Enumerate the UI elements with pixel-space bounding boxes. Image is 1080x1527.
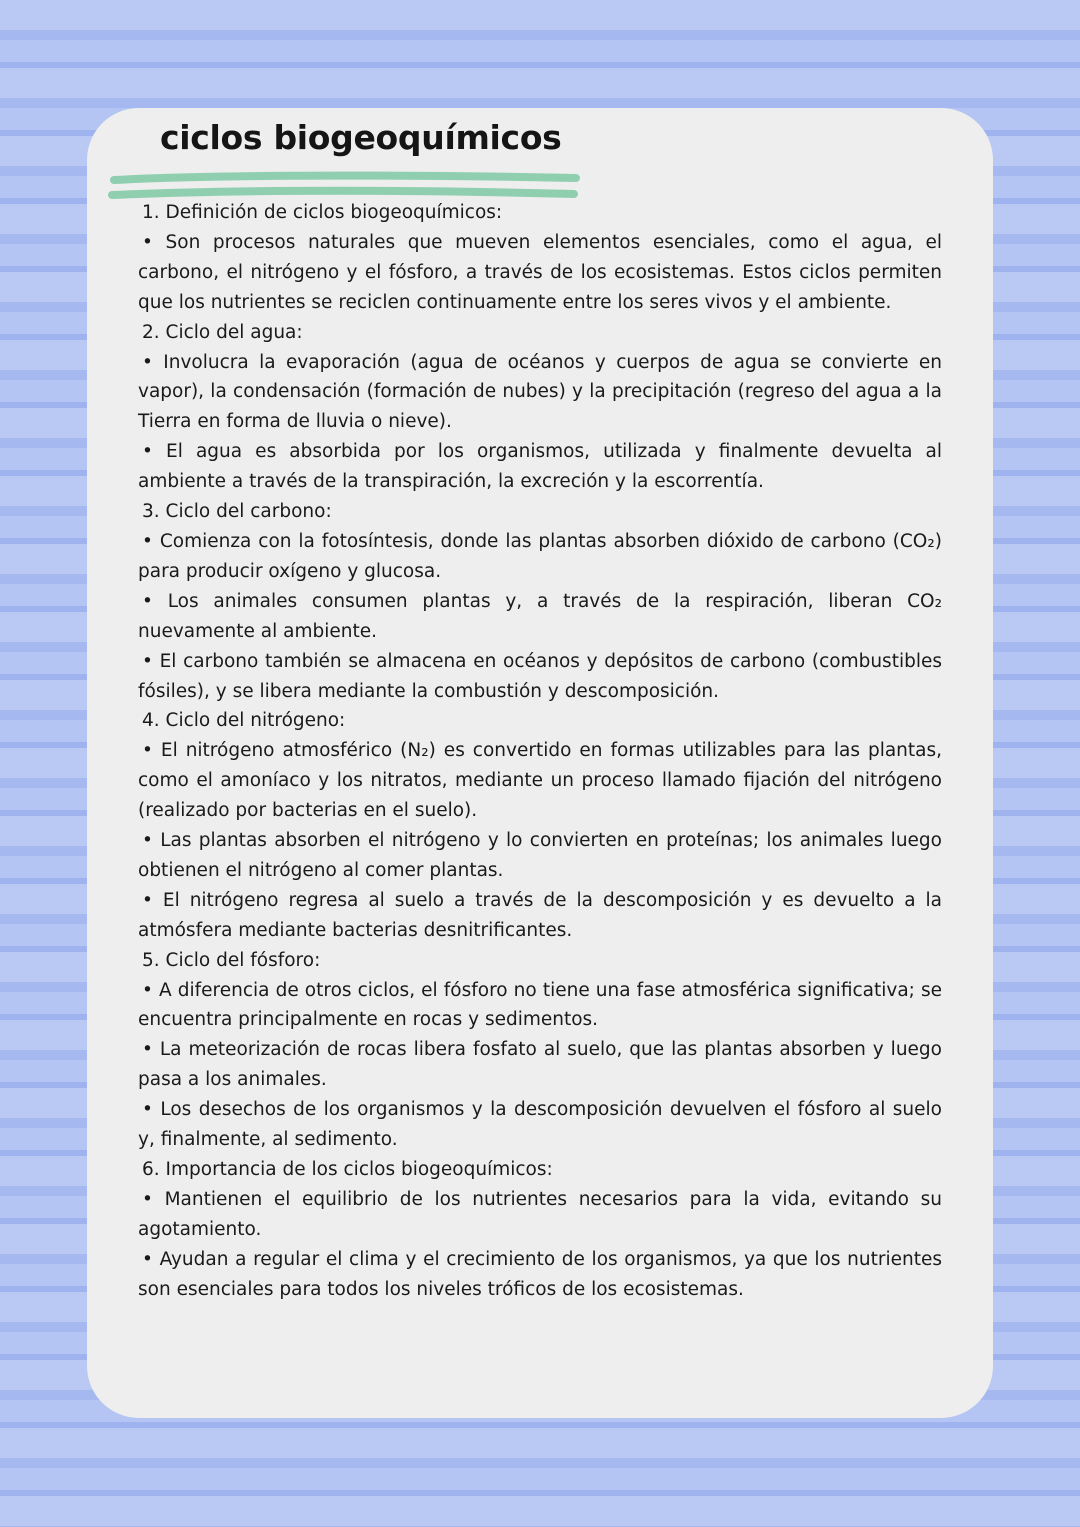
section-heading: 4. Ciclo del nitrógeno: (142, 710, 346, 732)
section-heading: 2. Ciclo del agua: (142, 321, 303, 343)
bullet-icon: • (142, 530, 160, 552)
document-body (138, 198, 942, 1305)
bullet-icon: • (142, 889, 163, 911)
bullet-item (138, 1185, 942, 1245)
bullet-icon: • (142, 1188, 165, 1210)
bullet-icon: • (142, 590, 168, 612)
bullet-icon: • (142, 1248, 160, 1270)
bullet-text: Mantienen el equilibrio de los nutrientes necesarios para la vida, evitando su agotamiento. (138, 1188, 942, 1240)
page-title: ciclos biogeoquímicos (160, 118, 562, 157)
bullet-item (138, 527, 942, 587)
bullet-item (138, 1035, 942, 1095)
section-heading: 6. Importancia de los ciclos biogeoquímicos: (142, 1159, 553, 1180)
bullet-text: Los animales consumen plantas y, a través de la respiración, liberan CO₂ nuevamente al ambiente. (138, 590, 943, 642)
bullet-item (138, 1095, 942, 1155)
bullet-icon: • (142, 979, 160, 1001)
bullet-item (138, 228, 942, 318)
bullet-item (138, 1245, 942, 1305)
bullet-text: Comienza con la fotosíntesis, donde las plantas absorben dióxido de carbono (CO₂) para producir oxígeno y glucosa. (138, 530, 943, 582)
bullet-text: El carbono también se almacena en océanos y depósitos de carbono (combustibles fósiles), y se libera mediante la combustión y descomposición. (138, 650, 942, 702)
bullet-item (138, 976, 942, 1036)
bullet-text: Ayudan a regular el clima y el crecimiento de los organismos, ya que los nutrientes son esenciales para todos los niveles tróficos de los ecosistemas. (138, 1248, 942, 1300)
bullet-text: Son procesos naturales que mueven elementos esenciales, como el agua, el carbono, el nitrógeno y el fósforo, a través de los ecosistemas. Estos ciclos permiten que los nutrientes se reciclen continuamente entre los seres vivos y el ambiente. (138, 231, 942, 313)
bullet-item (138, 437, 942, 497)
bullet-text: El agua es absorbida por los organismos, utilizada y finalmente devuelta al ambiente a través de la transpiración, la excreción y la escorrentía. (138, 441, 942, 493)
bullet-text: La meteorización de rocas libera fosfato al suelo, que las plantas absorben y luego pasa a los animales. (138, 1039, 942, 1091)
bullet-icon: • (142, 1099, 161, 1121)
section-heading: 1. Definición de ciclos biogeoquímicos: (142, 202, 503, 223)
section-heading: 5. Ciclo del fósforo: (142, 949, 321, 971)
section-heading: 3. Ciclo del carbono: (142, 501, 332, 523)
bullet-text: Las plantas absorben el nitrógeno y lo convierten en proteínas; los animales luego obtienen el nitrógeno al comer plantas. (138, 830, 942, 881)
bullet-item (138, 736, 942, 826)
bullet-item (138, 587, 942, 647)
bullet-icon: • (142, 441, 167, 463)
bullet-icon: • (142, 830, 161, 852)
bullet-text: A diferencia de otros ciclos, el fósforo no tiene una fase atmosférica significativa; se encuentra principalmente en rocas y sedimentos. (138, 979, 942, 1031)
bullet-icon: • (142, 650, 160, 672)
bullet-text: Involucra la evaporación (agua de océanos y cuerpos de agua se convierte en vapor), la condensación (formación de nubes) y la precipitación (regreso del agua a la Tierra en forma de lluvia o nieve). (138, 351, 942, 433)
bullet-text: El nitrógeno atmosférico (N₂) es convertido en formas utilizables para las plantas, como el amoníaco y los nitratos, mediante un proceso llamado fijación del nitrógeno (realizado por bacterias en el suelo). (138, 740, 943, 822)
bullet-text: Los desechos de los organismos y la descomposición devuelven el fósforo al suelo y, finalmente, al sedimento. (138, 1099, 942, 1151)
bullet-item (138, 647, 942, 707)
bullet-icon: • (142, 351, 164, 373)
bullet-icon: • (142, 231, 166, 253)
bullet-text: El nitrógeno regresa al suelo a través de la descomposición y es devuelto a la atmósfera mediante bacterias desnitrificantes. (138, 889, 942, 941)
bullet-icon: • (142, 740, 161, 762)
bullet-item (138, 886, 942, 946)
bullet-item (138, 826, 942, 886)
bullet-icon: • (142, 1039, 160, 1061)
bullet-item (138, 348, 942, 438)
